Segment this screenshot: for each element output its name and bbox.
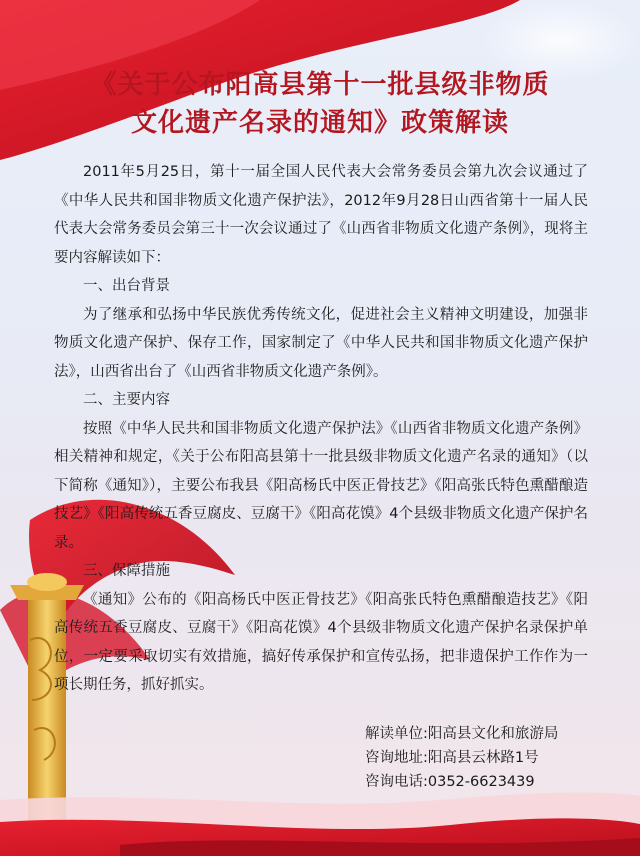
background-paragraph: 为了继承和弘扬中华民族优秀传统文化，促进社会主义精神文明建设，加强非物质文化遗产保护、保存工作，国家制定了《中华人民共和国非物质文化遗产保护法》，山西省出台了《山西省非物质文化遗产条例》。 <box>54 306 588 380</box>
title-line-2: 文化遗产名录的通知》政策解读 <box>130 108 509 138</box>
contact-block <box>365 722 558 794</box>
document-body <box>54 158 588 700</box>
title-line-1: 《关于公布阳高县第十一批县级非物质 <box>90 70 550 100</box>
measures-paragraph: 《通知》公布的《阳高杨氏中医正骨技艺》《阳高张氏特色熏醋酿造技艺》《阳高传统五香豆腐皮、豆腐干》《阳高花馍》4个县级非物质文化遗产保护名录保护单位，一定要采取切实有效措施，搞好传承保护和宣传弘扬，把非遗保护工作作为一项长期任务，抓好抓实。 <box>54 591 588 693</box>
contact-phone: 咨询电话:0352-6623439 <box>365 774 535 790</box>
intro-paragraph: 2011年5月25日，第十一届全国人民代表大会常务委员会第九次会议通过了《中华人民共和国非物质文化遗产保护法》，2012年9月28日山西省第十一届人民代表大会常务委员会第三十一次会议通过了《山西省非物质文化遗产条例》，现将主要内容解读如下： <box>54 164 588 266</box>
contact-unit: 解读单位:阳高县文化和旅游局 <box>365 726 559 742</box>
contact-address: 咨询地址:阳高县云林路1号 <box>365 750 539 766</box>
section-heading-measures: 三、保障措施 <box>83 563 170 579</box>
section-heading-content: 二、主要内容 <box>83 392 170 408</box>
content-paragraph: 按照《中华人民共和国非物质文化遗产保护法》《山西省非物质文化遗产条例》相关精神和规定，《关于公布阳高县第十一批县级非物质文化遗产名录的通知》（以下简称《通知》），主要公布我县《阳高杨氏中医正骨技艺》《阳高张氏特色熏醋酿造技艺》《阳高传统五香豆腐皮、豆腐干》《阳高花馍》4个县级非物质文化遗产保护名录。 <box>54 420 588 551</box>
section-heading-background: 一、出台背景 <box>83 278 170 294</box>
document-title <box>0 66 640 142</box>
